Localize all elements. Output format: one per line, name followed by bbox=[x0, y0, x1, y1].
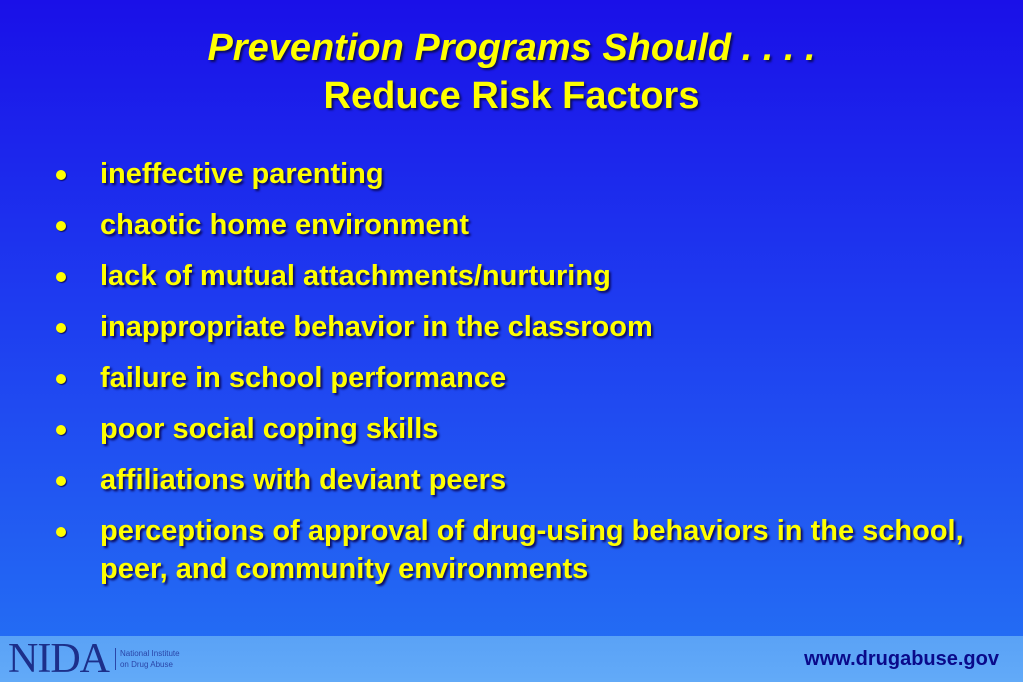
list-item-text: inappropriate behavior in the classroom bbox=[100, 311, 653, 343]
logo-subtitle bbox=[115, 648, 180, 670]
list-item-text: poor social coping skills bbox=[100, 413, 439, 445]
list-item-text: chaotic home environment bbox=[100, 209, 470, 241]
risk-factor-list bbox=[52, 155, 992, 601]
slide-title bbox=[0, 24, 1023, 120]
list-item bbox=[52, 308, 992, 346]
title-line-1: Prevention Programs Should . . . . bbox=[207, 27, 816, 69]
bullet-icon bbox=[56, 272, 66, 282]
bullet-icon bbox=[56, 221, 66, 231]
list-item bbox=[52, 512, 992, 588]
logo-letters: NIDA bbox=[8, 636, 109, 682]
list-item bbox=[52, 155, 992, 193]
bullet-icon bbox=[56, 374, 66, 384]
list-item bbox=[52, 410, 992, 448]
list-item bbox=[52, 461, 992, 499]
bullet-icon bbox=[56, 425, 66, 435]
list-item-text: failure in school performance bbox=[100, 362, 507, 394]
list-item-text: perceptions of approval of drug-using behaviors in the school, peer, and community environments bbox=[100, 515, 964, 585]
list-item-text: ineffective parenting bbox=[100, 158, 384, 190]
nida-logo bbox=[8, 636, 180, 682]
list-item bbox=[52, 257, 992, 295]
list-item bbox=[52, 359, 992, 397]
bullet-icon bbox=[56, 170, 66, 180]
bullet-icon bbox=[56, 527, 66, 537]
bullet-icon bbox=[56, 476, 66, 486]
title-line-2: Reduce Risk Factors bbox=[323, 75, 700, 117]
list-item-text: affiliations with deviant peers bbox=[100, 464, 507, 496]
footer-bar bbox=[0, 636, 1023, 682]
logo-subtitle-line-1: National Institute bbox=[119, 649, 180, 658]
list-item-text: lack of mutual attachments/nurturing bbox=[100, 260, 611, 292]
list-item bbox=[52, 206, 992, 244]
website-link[interactable]: www.drugabuse.gov bbox=[804, 648, 999, 670]
bullet-icon bbox=[56, 323, 66, 333]
logo-subtitle-line-2: on Drug Abuse bbox=[119, 660, 173, 669]
